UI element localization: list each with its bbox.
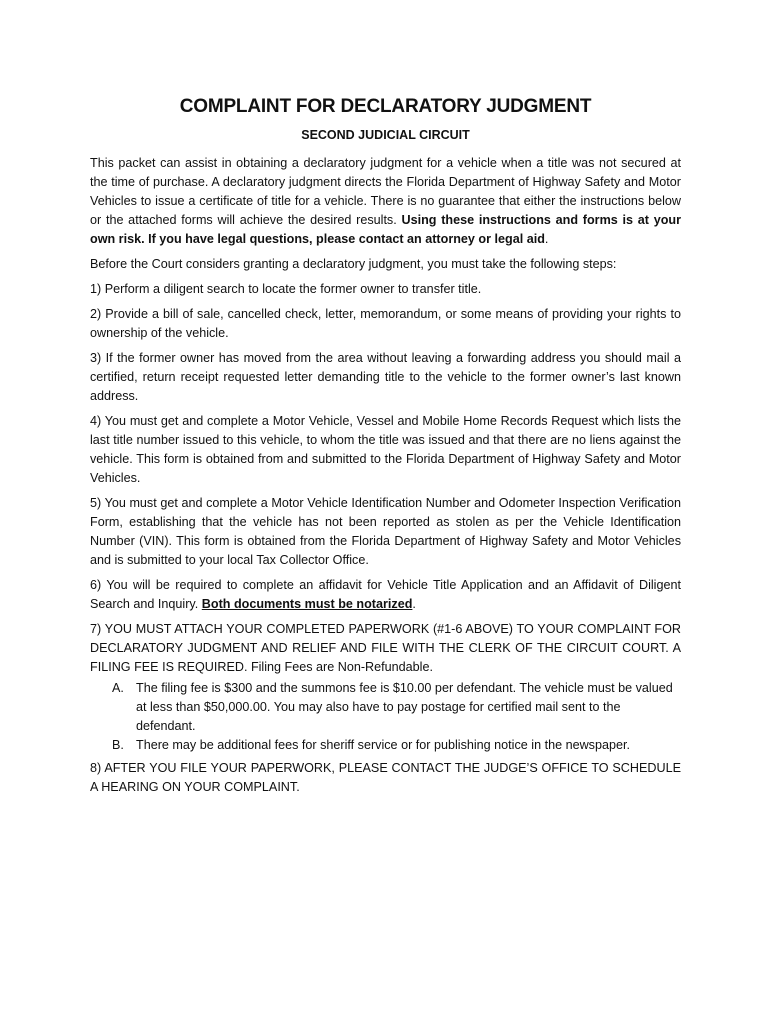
intro-text: This packet can assist in obtaining a declaratory judgment for a vehicle when a title was not secured at the time of purchase. A declaratory judgment directs the Florida Department of Highway Safety and Motor Vehicles to issue a certificate of title for a vehicle. There is no guarantee that either the instructions below or the attached forms will achieve the desired results.	[90, 156, 681, 227]
intro-end: .	[544, 232, 549, 246]
fee-item-a	[90, 679, 681, 736]
fee-item-marker: A.	[112, 681, 124, 695]
fee-item-text: The filing fee is $300 and the summons fee is $10.00 per defendant. The vehicle must be valued at less than $50,000.00. You may also have to pay postage for certified mail sent to the defendant.	[136, 681, 673, 733]
step-3: 3) If the former owner has moved from the area without leaving a forwarding address you should mail a certified, return receipt requested letter demanding title to the vehicle to the former owner’s last known address.	[90, 351, 681, 403]
fee-list	[90, 679, 681, 755]
fee-item-b	[90, 736, 681, 755]
document-page	[90, 96, 681, 803]
step-6-end: .	[412, 597, 416, 611]
document-title: COMPLAINT FOR DECLARATORY JUDGMENT	[179, 96, 592, 117]
notarized-notice: Both documents must be notarized	[201, 597, 413, 611]
document-subtitle: SECOND JUDICIAL CIRCUIT	[301, 128, 470, 142]
step-1: 1) Perform a diligent search to locate the former owner to transfer title.	[90, 282, 482, 296]
step-5: 5) You must get and complete a Motor Vehicle Identification Number and Odometer Inspection Verification Form, establishing that the vehicle has not been reported as stolen as per the Vehicle Identification Number (VIN). This form is obtained from the Florida Department of Highway Safety and Motor Vehicles and is submitted to your local Tax Collector Office.	[90, 496, 681, 567]
fee-item-text: There may be additional fees for sheriff service or for publishing notice in the newspaper.	[136, 738, 630, 752]
steps-lead-in: Before the Court considers granting a declaratory judgment, you must take the following steps:	[90, 257, 617, 271]
intro-paragraph	[90, 154, 681, 249]
step-7: 7) YOU MUST ATTACH YOUR COMPLETED PAPERWORK (#1-6 ABOVE) TO YOUR COMPLAINT FOR DECLARATORY JUDGMENT AND RELIEF AND FILE WITH THE CLERK OF THE CIRCUIT COURT. A FILING FEE IS REQUIRED. Filing Fees are Non-Refundable.	[90, 622, 681, 674]
step-8: 8) AFTER YOU FILE YOUR PAPERWORK, PLEASE CONTACT THE JUDGE’S OFFICE TO SCHEDULE A HEARING ON YOUR COMPLAINT.	[90, 761, 681, 794]
fee-item-marker: B.	[112, 738, 124, 752]
step-4: 4) You must get and complete a Motor Vehicle, Vessel and Mobile Home Records Request which lists the last title number issued to this vehicle, to whom the title was issued and that there are no liens against the vehicle. This form is obtained from and submitted to the Florida Department of Highway Safety and Motor Vehicles.	[90, 414, 681, 485]
step-2: 2) Provide a bill of sale, cancelled check, letter, memorandum, or some means of providing your rights to ownership of the vehicle.	[90, 307, 681, 340]
step-6-text: 6) You will be required to complete an affidavit for Vehicle Title Application and an Affidavit of Diligent Search and Inquiry.	[90, 578, 681, 611]
step-6	[90, 576, 681, 614]
intro-warning: Using these instructions and forms is at your own risk. If you have legal questions, please contact an attorney or legal aid	[90, 213, 681, 246]
